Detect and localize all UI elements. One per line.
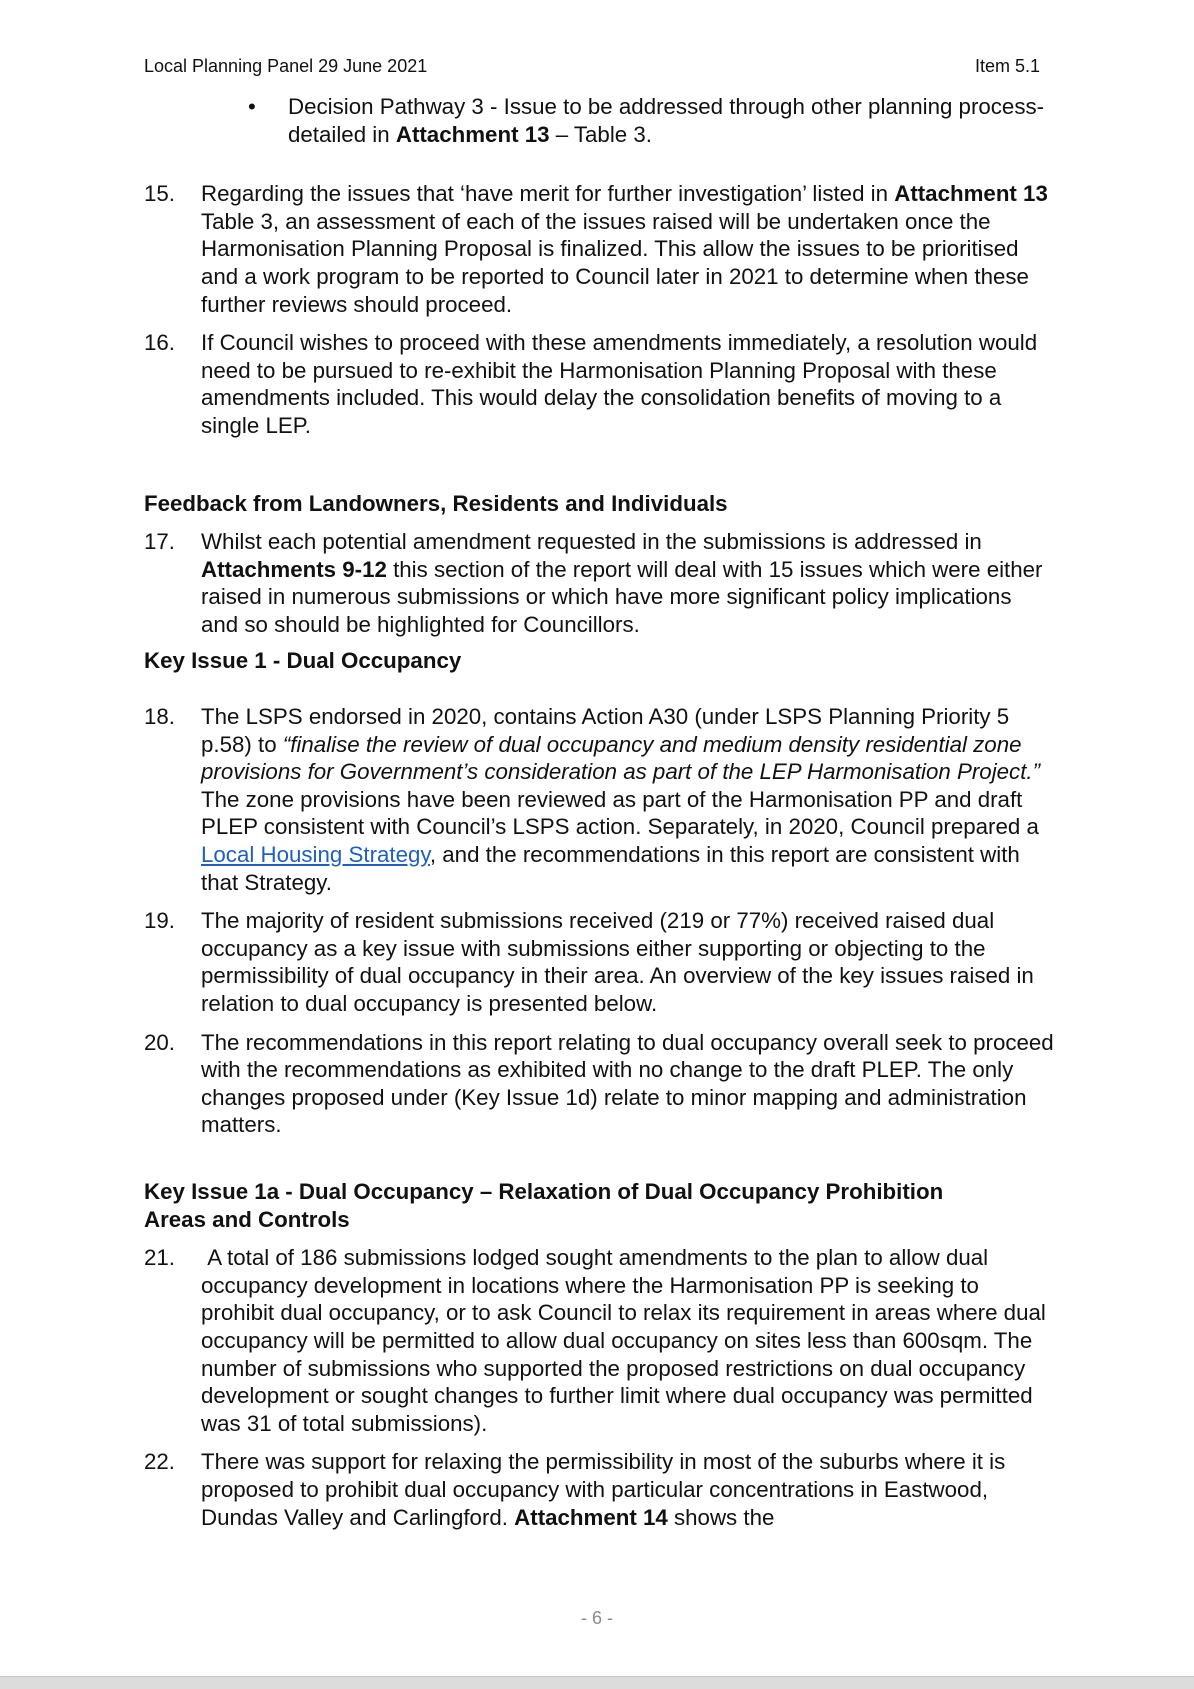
paragraph-16 bbox=[144, 329, 1054, 439]
paragraph-17 bbox=[144, 528, 1054, 638]
paragraph-text: The majority of resident submissions received (219 or 77%) received raised dual occupancy as a key issue with submissions either supporting or objecting to the permissibility of dual occupancy in their area. An overview of the key issues raised in relation to dual occupancy is presented below. bbox=[201, 908, 1034, 1017]
paragraph-22 bbox=[144, 1448, 1054, 1531]
paragraph-text: The LSPS endorsed in 2020, contains Action A30 (under LSPS Planning Priority 5 p.58) to “finalise the review of dual occupancy and medium density residential zone provisions for Government’s consideration as part of the LEP Harmonisation Project.” The zone provisions have been reviewed as part of the Harmonisation PP and draft PLEP consistent with Council’s LSPS action. Separately, in 2020, Council prepared a Local Housing Strategy, and the recommendations in this report are consistent with that Strategy. bbox=[201, 704, 1041, 895]
paragraph-text: Regarding the issues that ‘have merit for further investigation’ listed in Attachment 13 Table 3, an assessment of each of the issues raised will be undertaken once the Harmonisation Planning Proposal is finalized. This allow the issues to be prioritised and a work program to be reported to Council later in 2021 to determine when these further reviews should proceed. bbox=[201, 181, 1048, 317]
paragraph-number: 21. bbox=[144, 1245, 175, 1271]
paragraph-number: 16. bbox=[144, 330, 175, 356]
header-item: Item 5.1 bbox=[974, 56, 1040, 76]
paragraph-15 bbox=[144, 180, 1054, 318]
document-body bbox=[144, 93, 1054, 1542]
paragraph-number: 19. bbox=[144, 908, 175, 934]
paragraph-number: 22. bbox=[144, 1449, 175, 1475]
paragraph-number: 17. bbox=[144, 529, 175, 555]
paragraph-text: The recommendations in this report relating to dual occupancy overall seek to proceed with the recommendations as exhibited with no change to the draft PLEP. The only changes proposed under (Key Issue 1d) relate to minor mapping and administration matters. bbox=[201, 1029, 1054, 1138]
bullet-icon: • bbox=[248, 94, 256, 119]
heading-key-issue-1: Key Issue 1 - Dual Occupancy bbox=[144, 647, 462, 673]
local-housing-strategy-link[interactable]: Local Housing Strategy bbox=[201, 842, 430, 868]
heading-key-issue-1a: Key Issue 1a - Dual Occupancy – Relaxation of Dual Occupancy Prohibition Areas and Controls bbox=[144, 1179, 944, 1232]
page-header bbox=[144, 56, 1040, 77]
bullet-text: Decision Pathway 3 - Issue to be addressed through other planning process- detailed in Attachment 13 – Table 3. bbox=[288, 94, 1045, 147]
paragraph-18 bbox=[144, 703, 1054, 896]
paragraph-19 bbox=[144, 907, 1054, 1017]
bullet-decision-pathway-3 bbox=[248, 93, 1054, 148]
paragraph-text: Whilst each potential amendment requested in the submissions is addressed in Attachments 9-12 this section of the report will deal with 15 issues which were either raised in numerous submissions or which have more significant policy implications and so should be highlighted for Councillors. bbox=[201, 529, 1043, 637]
paragraph-text: A total of 186 submissions lodged sought amendments to the plan to allow dual occupancy development in locations where the Harmonisation PP is seeking to prohibit dual occupancy, or to ask Council to relax its requirement in areas where dual occupancy will be permitted to allow dual occupancy on sites less than 600sqm. The number of submissions who supported the proposed restrictions on dual occupancy development or sought changes to further limit where dual occupancy was permitted was 31 of total submissions). bbox=[201, 1245, 1053, 1436]
paragraph-20 bbox=[144, 1029, 1054, 1139]
paragraph-number: 15. bbox=[144, 181, 175, 207]
paragraph-number: 20. bbox=[144, 1029, 175, 1055]
viewer-bottom-edge bbox=[0, 1676, 1194, 1689]
paragraph-text: There was support for relaxing the permissibility in most of the suburbs where it is proposed to prohibit dual occupancy with particular concentrations in Eastwood, Dundas Valley and Carlingford. Attachment 14 shows the bbox=[201, 1449, 1006, 1530]
heading-feedback: Feedback from Landowners, Residents and Individuals bbox=[144, 490, 728, 516]
page-number: - 6 - bbox=[580, 1608, 613, 1628]
header-meeting: Local Planning Panel 29 June 2021 bbox=[144, 56, 428, 76]
paragraph-number: 18. bbox=[144, 704, 175, 730]
paragraph-text: If Council wishes to proceed with these amendments immediately, a resolution would need to be pursued to re-exhibit the Harmonisation Planning Proposal with these amendments included. This would delay the consolidation benefits of moving to a single LEP. bbox=[201, 330, 1038, 438]
paragraph-21 bbox=[144, 1244, 1054, 1437]
